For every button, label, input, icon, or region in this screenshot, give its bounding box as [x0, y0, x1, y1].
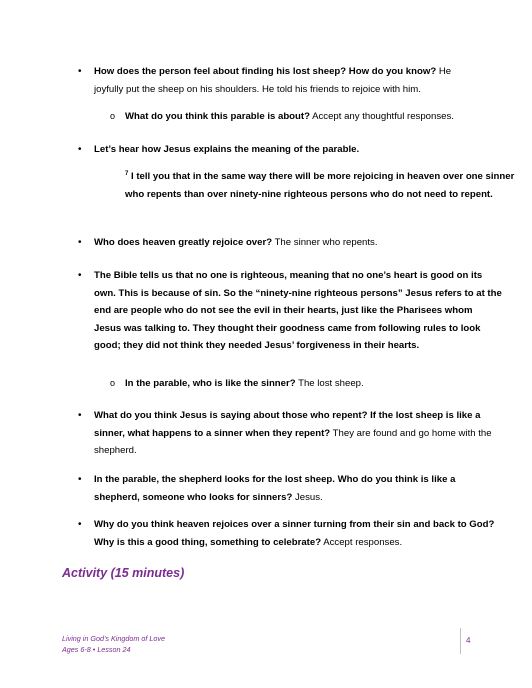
question-text: What do you think this parable is about? [125, 111, 310, 122]
question-8 [94, 516, 504, 551]
bullet-marker: • [78, 474, 82, 485]
bullet-marker: • [78, 144, 82, 155]
question-text: What do you think Jesus is saying about those who repent? If the lost sheep is like a sinner, what happens to a sinner when they repent? [94, 410, 481, 439]
sub-bullet-marker: o [110, 111, 116, 121]
page-number: 4 [466, 636, 471, 645]
footer-divider [460, 628, 461, 654]
answer-text: The sinner who repents. [272, 237, 378, 248]
answer-text: The lost sheep. [295, 378, 364, 389]
footer-title: Living in God’s Kingdom of Love [62, 634, 165, 643]
answer-text: They are found and go home with the shepherd. [94, 427, 492, 457]
explanation-text: The Bible tells us that no one is righteous, meaning that no one’s heart is good on its own. This is because of sin. So the “ninety-nine righteous persons” Jesus refers to at the end are people who do not see the evil in their hearts, just like the Pharisees whom Jesus was talking to. They thought their goodness came from following rules to look good; they did not think they needed Jesus’ forgiveness in their hearts. [94, 270, 502, 352]
question-2 [125, 108, 505, 126]
question-5 [125, 375, 505, 393]
question-1 [94, 63, 474, 98]
bullet-marker: • [78, 237, 82, 248]
verse-text: I tell you that in the same way there will be more rejoicing in heaven over one sinner who repents than over ninety-nine righteous persons who do not need to repent. [125, 171, 515, 200]
page-footer [62, 633, 165, 655]
footer-separator: • [92, 645, 96, 654]
bullet-marker: • [78, 270, 82, 281]
answer-text: Accept any thoughtful responses. [309, 111, 454, 122]
question-7 [94, 471, 494, 506]
question-4 [94, 234, 504, 252]
answer-text: Jesus. [292, 491, 323, 503]
scripture-quote [125, 168, 515, 203]
question-3 [94, 141, 504, 159]
answer-text: Accept responses. [321, 536, 403, 548]
footer-lesson: Lesson 24 [97, 645, 131, 654]
activity-heading: Activity (15 minutes) [62, 566, 185, 580]
explanation-paragraph [94, 267, 502, 355]
footer-ages: Ages 6-8 [62, 645, 91, 654]
question-text: Who does heaven greatly rejoice over? [94, 237, 273, 248]
verse-number: 7 [125, 171, 129, 177]
answer-text: He joyfully put the sheep on his shoulders. He told his friends to rejoice with him. [94, 66, 452, 95]
question-text: Why do you think heaven rejoices over a sinner turning from their sin and back to God? Why is this a good thing, something to celebrate? [94, 519, 495, 548]
bullet-marker: • [78, 410, 82, 421]
question-text: In the parable, who is like the sinner? [125, 378, 296, 389]
question-text: In the parable, the shepherd looks for the lost sheep. Who do you think is like a shepherd, someone who looks for sinners? [94, 474, 456, 503]
bullet-marker: • [78, 519, 82, 530]
question-6 [94, 407, 502, 460]
sub-bullet-marker: o [110, 378, 116, 388]
footer-subtitle [62, 644, 165, 655]
bullet-marker: • [78, 66, 82, 77]
question-text: How does the person feel about finding his lost sheep? How do you know? [94, 66, 437, 77]
question-text: Let’s hear how Jesus explains the meaning of the parable. [94, 144, 360, 155]
